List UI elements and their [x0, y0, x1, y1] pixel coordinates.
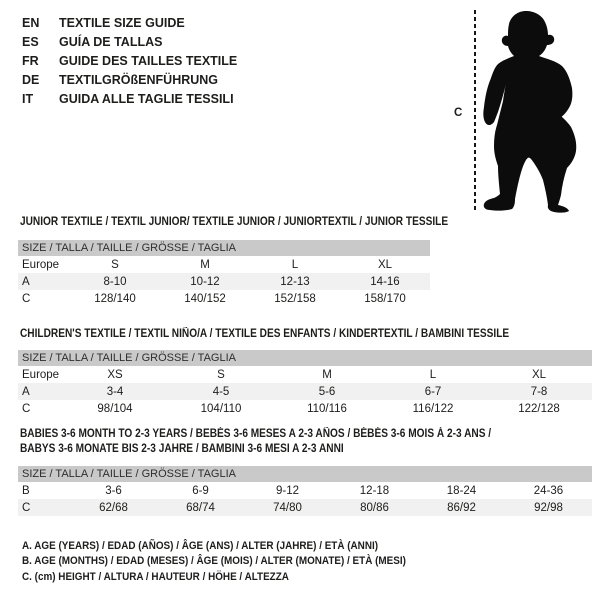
- language-title: GUIDA ALLE TAGLIE TESSILI: [59, 91, 234, 106]
- size-cell: XL: [377, 258, 393, 271]
- table-row: [18, 290, 430, 307]
- footnote-age-months: B. AGE (MONTHS) / EDAD (MESES) / ÂGE (MOIS) / ALTER (MONATE) / ETÀ (MESI): [22, 555, 406, 568]
- age-cell: 9-12: [275, 484, 300, 497]
- height-cell: 80/86: [360, 501, 389, 514]
- language-title: GUÍA DE TALLAS: [59, 34, 163, 49]
- children-size-table: [18, 350, 592, 417]
- junior-table-title: JUNIOR TEXTILE / TEXTIL JUNIOR/ TEXTILE JUNIOR / JUNIORTEXTIL / JUNIOR TESSILE: [20, 216, 449, 228]
- height-cell: 110/116: [307, 402, 347, 415]
- row-label: C: [22, 292, 31, 305]
- legend-footnotes: [22, 539, 406, 585]
- language-code: FR: [22, 53, 39, 68]
- babies-table-title-line2: BABYS 3-6 MONATE BIS 2-3 JAHRE / BAMBINI 3-6 MESI A 2-3 ANNI: [20, 443, 344, 455]
- height-marker-label: C: [454, 107, 463, 119]
- age-cell: 24-36: [533, 484, 564, 497]
- table-row: [18, 256, 430, 273]
- junior-size-table: [18, 240, 430, 307]
- language-title: TEXTILE SIZE GUIDE: [59, 15, 185, 30]
- language-row: [22, 13, 237, 32]
- height-cell: 92/98: [534, 501, 563, 514]
- table-row: [18, 366, 592, 383]
- language-code: ES: [22, 34, 39, 49]
- age-cell: 6-9: [192, 484, 209, 497]
- size-header-bar: SIZE / TALLA / TAILLE / GRÖSSE / TAGLIA: [18, 466, 592, 482]
- language-title-list: [22, 13, 237, 108]
- height-cell: 68/74: [186, 501, 215, 514]
- language-title: TEXTILGRÖßENFÜHRUNG: [59, 72, 219, 87]
- language-code: IT: [22, 91, 34, 106]
- size-cell: S: [217, 368, 225, 381]
- language-row: [22, 70, 237, 89]
- height-cell: 128/140: [94, 292, 136, 305]
- footnote-age-years: A. AGE (YEARS) / EDAD (AÑOS) / ÂGE (ANS) / ALTER (JAHRE) / ETÀ (ANNI): [22, 540, 379, 552]
- language-row: [22, 51, 237, 70]
- age-cell: 3-4: [106, 385, 124, 398]
- height-cell: 140/152: [184, 292, 226, 305]
- row-label: A: [22, 275, 30, 288]
- age-cell: 18-24: [446, 484, 477, 497]
- language-row: [22, 32, 237, 51]
- age-cell: 6-7: [424, 385, 442, 398]
- language-code: DE: [22, 72, 40, 87]
- row-label: A: [22, 385, 30, 398]
- toddler-silhouette: [482, 8, 582, 215]
- size-cell: XS: [107, 368, 123, 381]
- age-cell: 8-10: [103, 275, 127, 288]
- row-label: C: [22, 402, 31, 415]
- height-cell: 62/68: [99, 501, 128, 514]
- row-label: C: [22, 501, 31, 514]
- age-cell: 12-18: [359, 484, 390, 497]
- children-table-title: CHILDREN'S TEXTILE / TEXTIL NIÑO/A / TEXTILE DES ENFANTS / KINDERTEXTIL / BAMBINI TESSILE: [20, 328, 510, 340]
- height-cell: 74/80: [273, 501, 302, 514]
- height-cell: 98/104: [97, 402, 133, 415]
- size-cell: M: [322, 368, 332, 381]
- age-cell: 10-12: [190, 275, 220, 288]
- table-row: [18, 400, 592, 417]
- table-row: [18, 273, 430, 290]
- language-row: [22, 89, 237, 108]
- age-cell: 5-6: [318, 385, 336, 398]
- size-cell: L: [429, 368, 437, 381]
- age-cell: 4-5: [212, 385, 230, 398]
- height-dotted-line: [474, 10, 476, 213]
- age-cell: 7-8: [530, 385, 548, 398]
- row-label: Europe: [22, 258, 60, 271]
- table-row: [18, 383, 592, 400]
- language-title: GUIDE DES TAILLES TEXTILE: [59, 53, 238, 68]
- size-cell: M: [200, 258, 210, 271]
- height-cell: 104/110: [200, 402, 242, 415]
- row-label: Europe: [22, 368, 60, 381]
- size-header-bar: SIZE / TALLA / TAILLE / GRÖSSE / TAGLIA: [18, 240, 430, 256]
- age-cell: 12-13: [280, 275, 310, 288]
- height-cell: 116/122: [412, 402, 454, 415]
- size-cell: XL: [531, 368, 547, 381]
- age-cell: 3-6: [105, 484, 122, 497]
- height-cell: 86/92: [447, 501, 476, 514]
- height-cell: 122/128: [518, 402, 560, 415]
- size-header-bar: SIZE / TALLA / TAILLE / GRÖSSE / TAGLIA: [18, 350, 592, 366]
- age-cell: 14-16: [370, 275, 400, 288]
- row-label: B: [22, 484, 30, 497]
- language-code: EN: [22, 15, 40, 30]
- table-row: [18, 482, 592, 499]
- height-cell: 158/170: [364, 292, 406, 305]
- babies-size-table: [18, 466, 592, 516]
- footnote-height: C. (cm) HEIGHT / ALTURA / HAUTEUR / HÖHE / ALTEZZA: [22, 570, 289, 583]
- babies-table-title-line1: BABIES 3-6 MONTH TO 2-3 YEARS / BEBÉS 3-6 MESES A 2-3 AÑOS / BÉBÉS 3-6 MOIS À 2-3 ANS /: [20, 428, 492, 440]
- height-cell: 152/158: [274, 292, 316, 305]
- size-cell: S: [111, 258, 119, 271]
- table-row: [18, 499, 592, 516]
- size-cell: L: [291, 258, 299, 271]
